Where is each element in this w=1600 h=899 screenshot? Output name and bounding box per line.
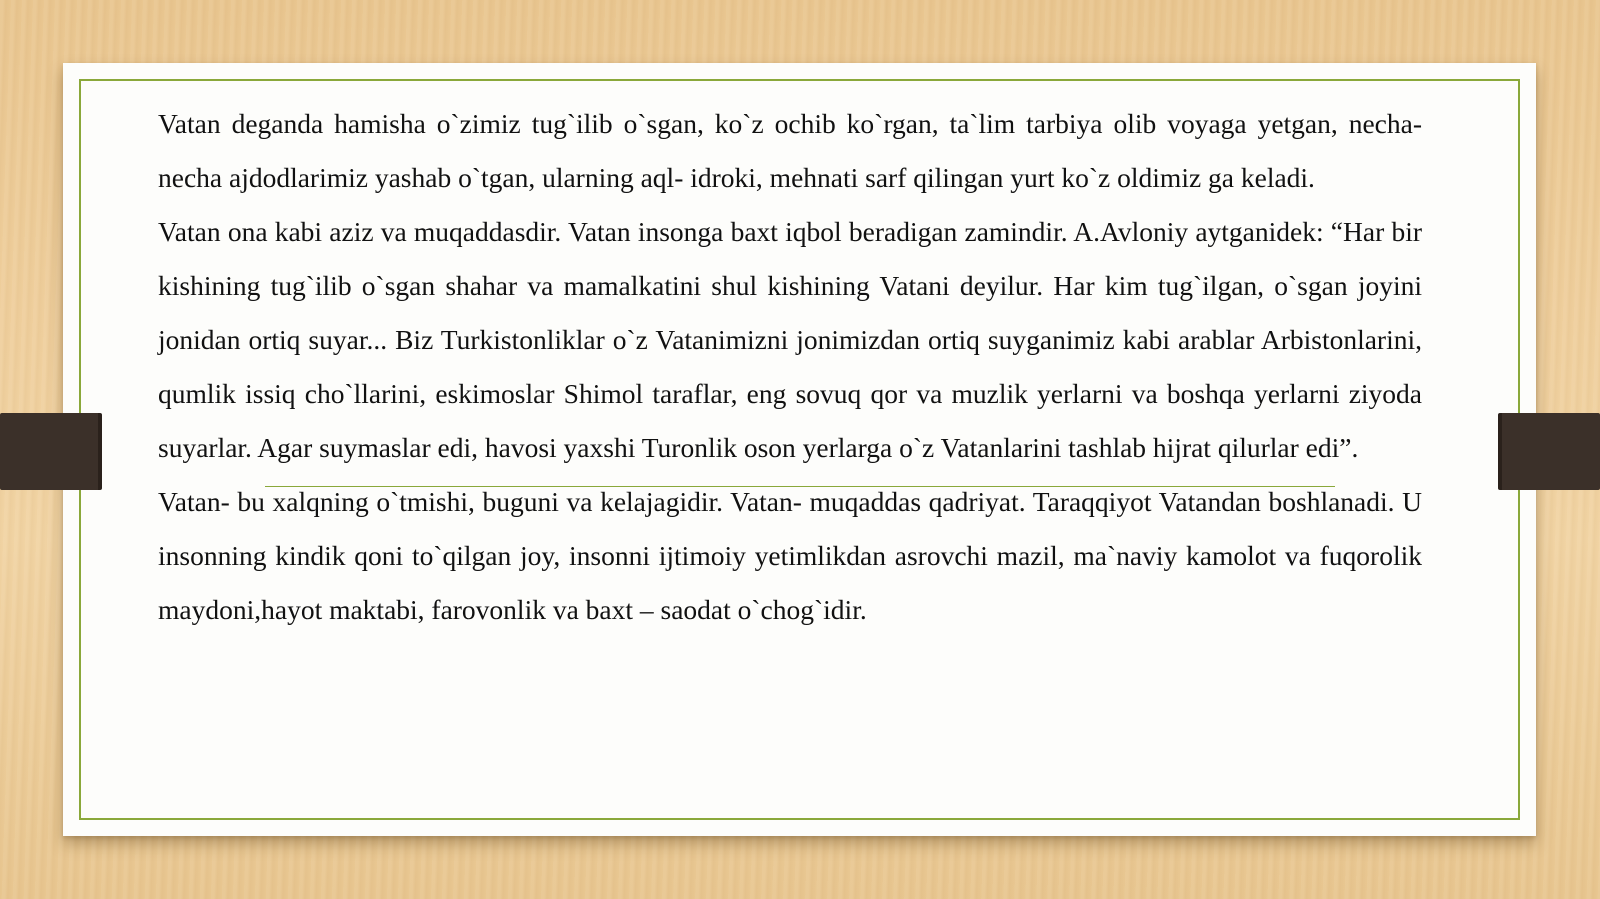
paragraph-vatan-definition: Vatan deganda hamisha o`zimiz tug`ilib o`sgan, ko`z ochib ko`rgan, ta`lim tarbiya olib voyaga yetgan, necha-necha ajdodlarimiz yashab o`tgan, ularning aql- idroki, mehnati sarf qilingan yurt ko`z oldimiz ga keladi.	[158, 108, 1422, 193]
right-binder-clip	[1498, 413, 1600, 490]
slide-text-body	[158, 97, 1422, 637]
paragraph-avloniy-quote: Vatan ona kabi aziz va muqaddasdir. Vatan insonga baxt iqbol beradigan zamindir. A.Avloniy aytganidek: “Har bir kishining tug`ilib o`sgan shahar va mamalkatini shul kishining Vatani deyilur. Har kim tug`ilgan, o`sgan joyini jonidan ortiq suyar... Biz Turkistonliklar o`z Vatanimizni jonimizdan ortiq suyganimiz kabi arablar Arbistonlarini, qumlik issiq cho`llarini, eskimoslar Shimol taraflar, eng sovuq qor va muzlik yerlarni va boshqa yerlarni ziyoda suyarlar. Agar suymaslar edi, havosi yaxshi Turonlik oson yerlarga o`z Vatanlarini tashlab hijrat qilurlar edi”.	[158, 216, 1422, 463]
left-binder-clip	[0, 413, 102, 490]
paragraph-vatan-values: Vatan- bu xalqning o`tmishi, buguni va kelajagidir. Vatan- muqaddas qadriyat. Taraqqiyot Vatandan boshlanadi. U insonning kindik qoni to`qilgan joy, insonni ijtimoiy yetimlikdan asrovchi mazil, ma`naviy kamolot va fuqorolik maydoni,hayot maktabi, farovonlik va baxt – saodat o`chog`idir.	[158, 486, 1422, 625]
